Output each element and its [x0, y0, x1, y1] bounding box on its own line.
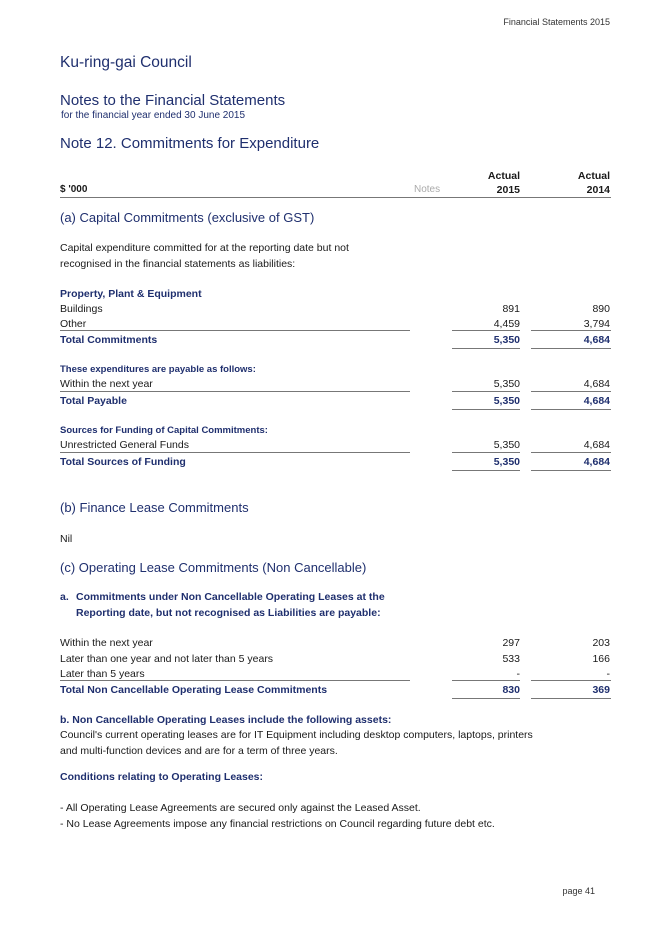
rule: [60, 680, 410, 681]
rule: [531, 680, 611, 681]
col-actual-2014: Actual: [577, 170, 610, 182]
rule: [452, 391, 520, 392]
section-operating-heading: (c) Operating Lease Commitments (Non Cancellable): [60, 560, 367, 575]
payable-row-label: Within the next year: [60, 378, 153, 390]
running-header: Financial Statements 2015: [503, 17, 610, 27]
rule: [60, 391, 410, 392]
rule: [531, 470, 611, 471]
funding-row-2015: 5,350: [493, 439, 520, 451]
rule: [531, 391, 611, 392]
funding-heading: Sources for Funding of Capital Commitments:: [60, 425, 268, 436]
rule: [452, 698, 520, 699]
operating-b-line2: and multi-function devices and are for a term of three years.: [60, 745, 338, 757]
oplease-row1-2014: 203: [592, 637, 610, 649]
total-payable-2014: 4,684: [583, 395, 610, 407]
oplease-row2-2014: 166: [592, 653, 610, 665]
rule: [531, 452, 611, 453]
payable-row-2014: 4,684: [583, 378, 610, 390]
row-other-label: Other: [60, 318, 87, 330]
total-funding-2015: 5,350: [493, 456, 520, 468]
finance-value: Nil: [60, 533, 73, 545]
total-payable-2015: 5,350: [493, 395, 520, 407]
note-title: Note 12. Commitments for Expenditure: [60, 135, 320, 152]
col-unit: $ '000: [60, 184, 88, 195]
operating-b-line1: Council's current operating leases are for IT Equipment including desktop computers, laptops, printers: [60, 729, 533, 741]
condition-2: - No Lease Agreements impose any financial restrictions on Council regarding future debt etc.: [60, 818, 495, 830]
operating-a-marker: a.: [60, 591, 69, 603]
col-actual-2015: Actual: [487, 170, 520, 182]
rule: [452, 348, 520, 349]
section-capital-heading: (a) Capital Commitments (exclusive of GST): [60, 210, 315, 225]
row-other-2015: 4,459: [493, 318, 520, 330]
rule: [531, 330, 611, 331]
oplease-row1-2015: 297: [502, 637, 520, 649]
notes-title: Notes to the Financial Statements: [60, 92, 286, 109]
total-payable-label: Total Payable: [60, 395, 127, 407]
condition-1: - All Operating Lease Agreements are secured only against the Leased Asset.: [60, 802, 421, 814]
total-oplease-label: Total Non Cancellable Operating Lease Commitments: [60, 684, 328, 696]
funding-row-2014: 4,684: [583, 439, 610, 451]
row-buildings-2015: 891: [502, 303, 520, 315]
rule: [60, 330, 410, 331]
rule: [452, 680, 520, 681]
rule: [60, 452, 410, 453]
payable-row-2015: 5,350: [493, 378, 520, 390]
operating-a-line2: Reporting date, but not recognised as Liabilities are payable:: [76, 607, 381, 619]
rule: [452, 330, 520, 331]
ppe-heading: Property, Plant & Equipment: [60, 288, 202, 300]
total-commitments-2015: 5,350: [493, 334, 520, 346]
council-name: Ku-ring-gai Council: [60, 54, 192, 71]
page-number: page 41: [562, 886, 595, 896]
col-year-2015: 2015: [496, 184, 520, 196]
col-notes: Notes: [414, 184, 441, 195]
oplease-row3-label: Later than 5 years: [60, 668, 145, 680]
operating-b-heading: b. Non Cancellable Operating Leases include the following assets:: [60, 714, 392, 726]
row-buildings-label: Buildings: [60, 303, 103, 315]
notes-subtitle: for the financial year ended 30 June 2015: [61, 110, 246, 121]
total-oplease-2015: 830: [502, 684, 520, 696]
section-finance-heading: (b) Finance Lease Commitments: [60, 500, 249, 515]
rule: [452, 470, 520, 471]
header-rule: [60, 197, 611, 198]
capital-intro-line1: Capital expenditure committed for at the reporting date but not: [60, 242, 349, 254]
funding-row-label: Unrestricted General Funds: [60, 439, 189, 451]
rule: [531, 698, 611, 699]
total-funding-2014: 4,684: [583, 456, 610, 468]
conditions-heading: Conditions relating to Operating Leases:: [60, 771, 264, 783]
total-commitments-label: Total Commitments: [60, 334, 158, 346]
operating-a-line1: Commitments under Non Cancellable Operating Leases at the: [76, 591, 385, 603]
total-commitments-2014: 4,684: [583, 334, 610, 346]
total-oplease-2014: 369: [592, 684, 610, 696]
total-funding-label: Total Sources of Funding: [60, 456, 186, 468]
oplease-row3-2014: -: [606, 668, 610, 680]
capital-intro-line2: recognised in the financial statements as liabilities:: [60, 258, 296, 270]
rule: [452, 409, 520, 410]
oplease-row2-label: Later than one year and not later than 5 years: [60, 653, 274, 665]
payable-heading: These expenditures are payable as follows:: [60, 364, 256, 375]
col-year-2014: 2014: [586, 184, 610, 196]
rule: [452, 452, 520, 453]
rule: [531, 409, 611, 410]
oplease-row2-2015: 533: [502, 653, 520, 665]
row-other-2014: 3,794: [583, 318, 610, 330]
oplease-row3-2015: -: [516, 668, 520, 680]
row-buildings-2014: 890: [592, 303, 610, 315]
rule: [531, 348, 611, 349]
oplease-row1-label: Within the next year: [60, 637, 153, 649]
